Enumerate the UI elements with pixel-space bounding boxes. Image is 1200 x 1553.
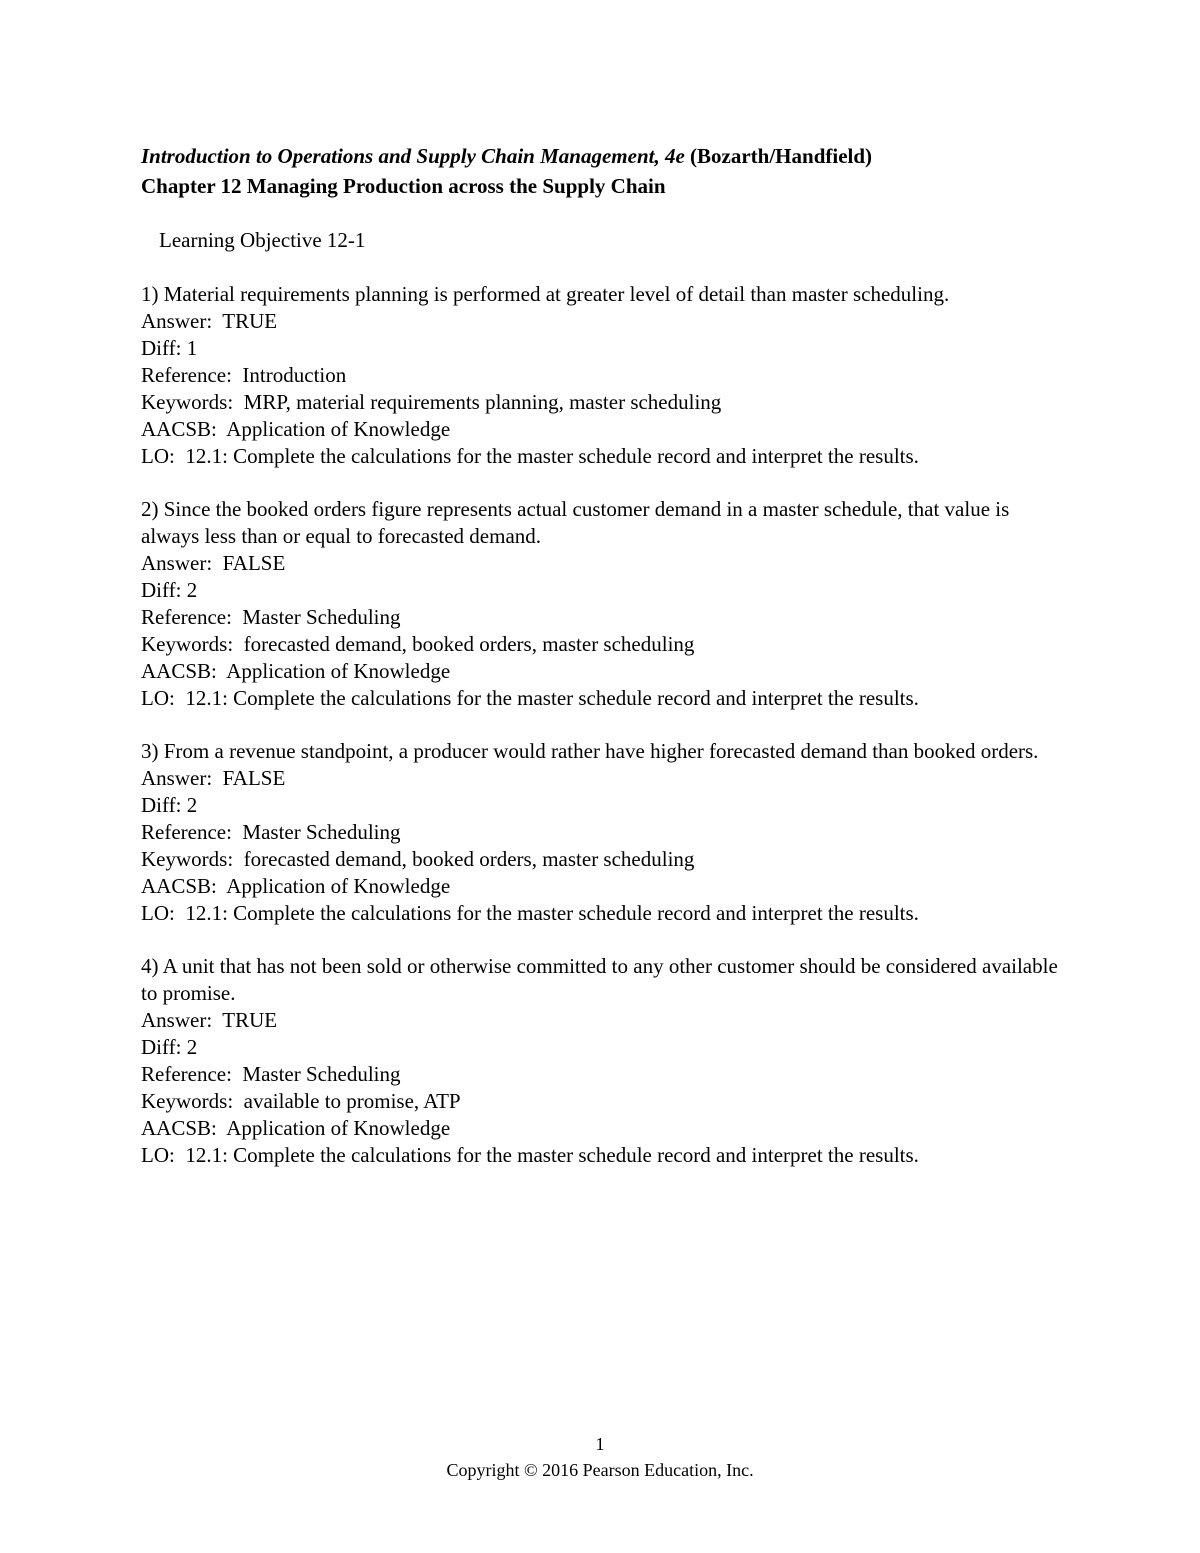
- question-text: 2) Since the booked orders figure represents actual customer demand in a master schedule, that value is always less than or equal to forecasted demand.: [141, 497, 1015, 548]
- question-4: [141, 953, 1071, 1169]
- question-difficulty: Diff: 1: [141, 336, 198, 360]
- question-lo: LO: 12.1: Complete the calculations for the master schedule record and interpret the results.: [141, 444, 919, 468]
- question-aacsb: AACSB: Application of Knowledge: [141, 1116, 451, 1140]
- copyright-notice: Copyright © 2016 Pearson Education, Inc.: [446, 1460, 754, 1480]
- page-number: 1: [595, 1434, 605, 1454]
- question-answer: Answer: TRUE: [141, 309, 278, 333]
- book-title: Introduction to Operations and Supply Chain Management, 4e: [141, 144, 685, 168]
- question-reference: Reference: Master Scheduling: [141, 820, 401, 844]
- question-reference: Reference: Master Scheduling: [141, 605, 401, 629]
- book-title-line: [141, 141, 1071, 171]
- question-keywords: Keywords: forecasted demand, booked orders, master scheduling: [141, 632, 695, 656]
- question-aacsb: AACSB: Application of Knowledge: [141, 659, 451, 683]
- question-lo: LO: 12.1: Complete the calculations for the master schedule record and interpret the results.: [141, 901, 919, 925]
- chapter-title: Chapter 12 Managing Production across the Supply Chain: [141, 174, 666, 198]
- question-lo: LO: 12.1: Complete the calculations for the master schedule record and interpret the results.: [141, 1143, 919, 1167]
- question-keywords: Keywords: available to promise, ATP: [141, 1089, 461, 1113]
- question-aacsb: AACSB: Application of Knowledge: [141, 874, 451, 898]
- question-text: 3) From a revenue standpoint, a producer would rather have higher forecasted demand than booked orders.: [141, 739, 1039, 763]
- question-text: 4) A unit that has not been sold or otherwise committed to any other customer should be considered available to promise.: [141, 954, 1064, 1005]
- question-text: 1) Material requirements planning is performed at greater level of detail than master scheduling.: [141, 282, 950, 306]
- question-lo: LO: 12.1: Complete the calculations for the master schedule record and interpret the results.: [141, 686, 919, 710]
- learning-objective-heading: Learning Objective 12-1: [159, 228, 366, 252]
- book-authors: (Bozarth/Handfield): [684, 144, 873, 168]
- question-reference: Reference: Introduction: [141, 363, 347, 387]
- question-1: [141, 281, 1071, 470]
- question-3: [141, 738, 1071, 927]
- question-answer: Answer: FALSE: [141, 551, 286, 575]
- question-answer: Answer: TRUE: [141, 1008, 278, 1032]
- question-answer: Answer: FALSE: [141, 766, 286, 790]
- question-aacsb: AACSB: Application of Knowledge: [141, 417, 451, 441]
- page-content: [141, 141, 1071, 1169]
- question-keywords: Keywords: forecasted demand, booked orders, master scheduling: [141, 847, 695, 871]
- question-difficulty: Diff: 2: [141, 1035, 198, 1059]
- question-keywords: Keywords: MRP, material requirements planning, master scheduling: [141, 390, 722, 414]
- question-difficulty: Diff: 2: [141, 793, 198, 817]
- question-2: [141, 496, 1071, 712]
- question-difficulty: Diff: 2: [141, 578, 198, 602]
- question-reference: Reference: Master Scheduling: [141, 1062, 401, 1086]
